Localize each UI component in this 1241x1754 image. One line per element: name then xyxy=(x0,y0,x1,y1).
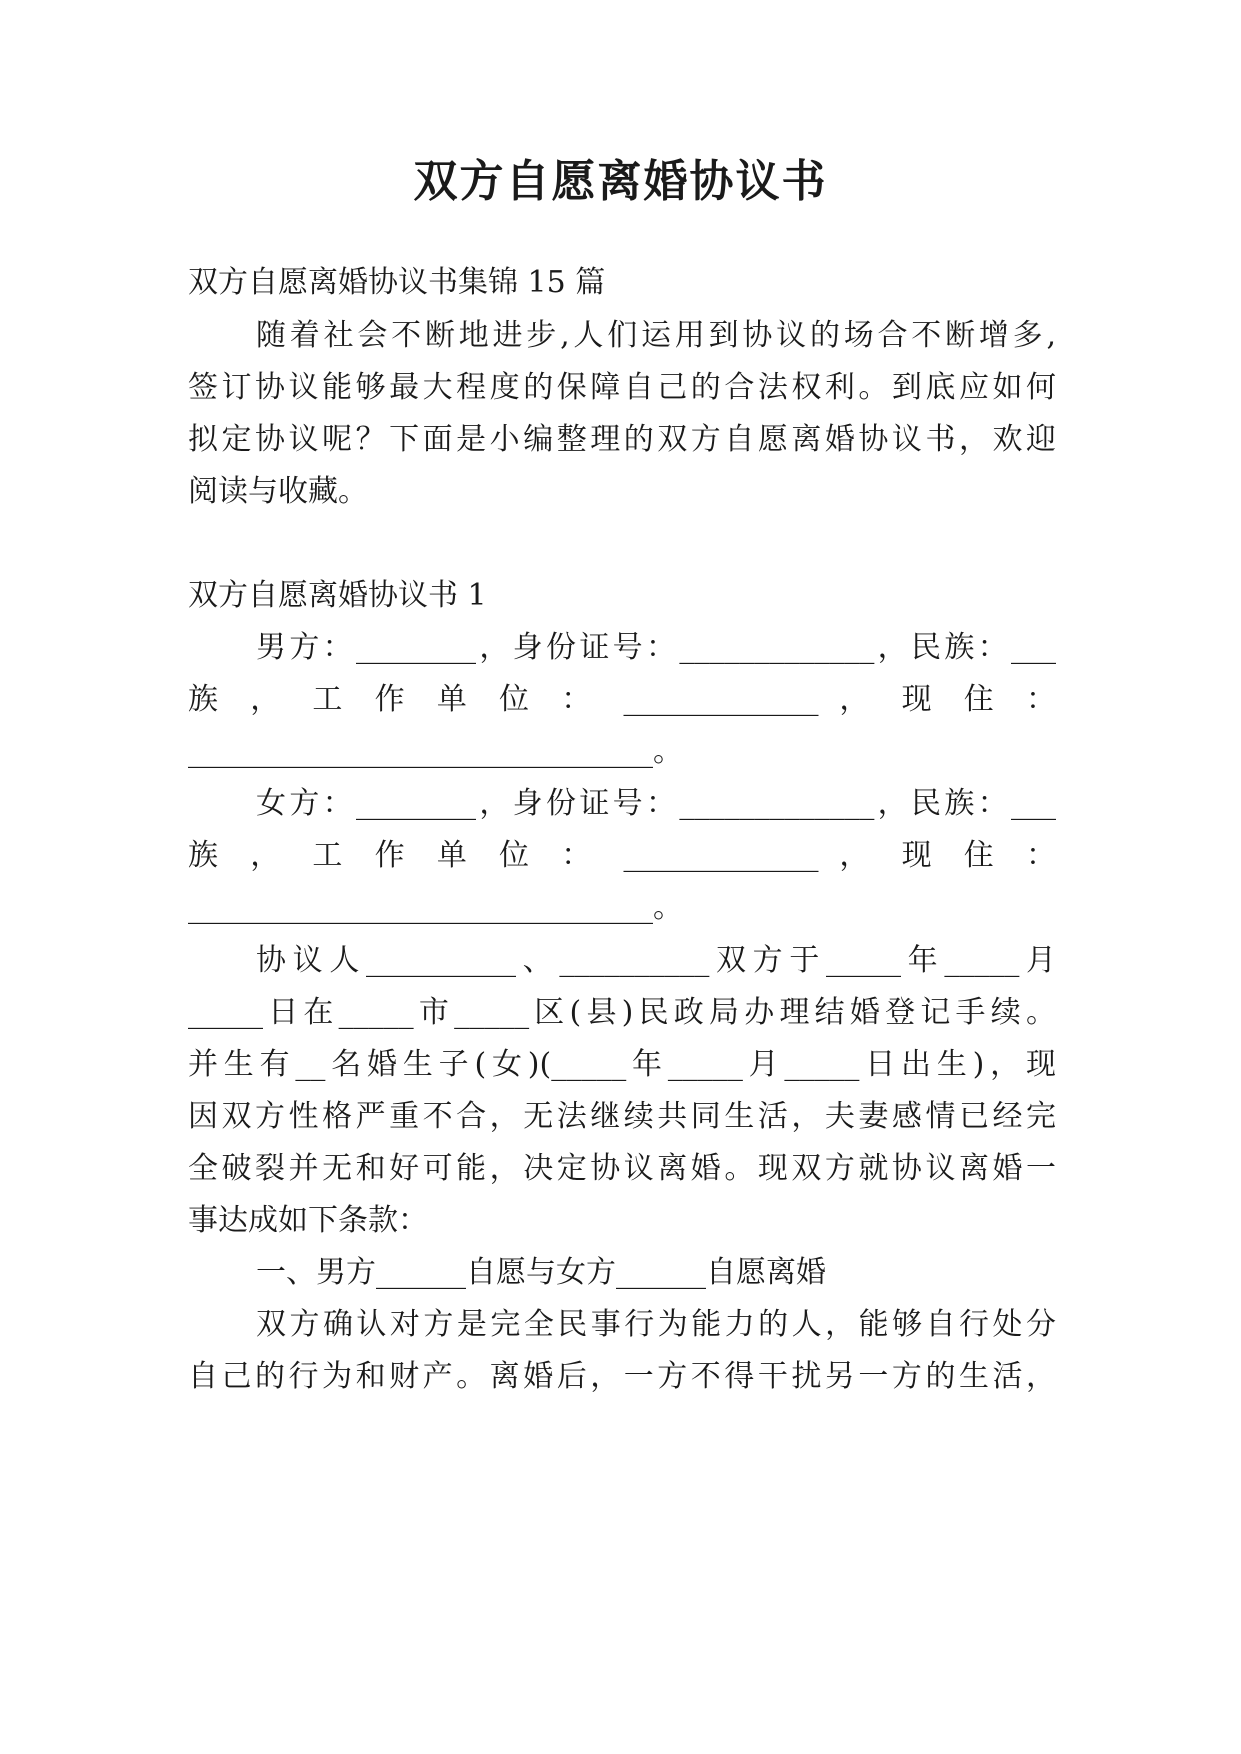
female-party-line-2: 族 ， 工 作 单 位 ： _____________ ， 现 住 ： xyxy=(188,838,1056,873)
agreement-line-2: _____日在_____市_____区(县)民政局办理结婚登记手续。 xyxy=(188,995,1056,1030)
male-party-line-3: _______________________________。 xyxy=(188,734,683,769)
intro-line-3: 拟定协议呢？下面是小编整理的双方自愿离婚协议书，欢迎 xyxy=(188,422,1056,457)
intro-line-2: 签订协议能够最大程度的保障自己的合法权利。到底应如何 xyxy=(188,370,1056,405)
intro-line-4: 阅读与收藏。 xyxy=(188,474,368,509)
clause-1-line-2: 自己的行为和财产。离婚后，一方不得干扰另一方的生活， xyxy=(188,1359,1056,1394)
female-party-line-1: 女方：________，身份证号：_____________，民族：___ xyxy=(256,786,1056,821)
section-heading-1: 双方自愿离婚协议书 1 xyxy=(188,578,487,613)
collection-heading: 双方自愿离婚协议书集锦 15 篇 xyxy=(188,265,606,300)
agreement-line-1: 协议人__________、__________双方于_____年_____月 xyxy=(256,943,1056,978)
agreement-line-6: 事达成如下条款： xyxy=(188,1203,428,1238)
agreement-line-5: 全破裂并无和好可能，决定协议离婚。现双方就协议离婚一 xyxy=(188,1151,1056,1186)
male-party-line-1: 男方：________，身份证号：_____________，民族：___ xyxy=(256,630,1056,665)
female-party-line-3: _______________________________。 xyxy=(188,890,683,925)
intro-line-1: 随着社会不断地进步,人们运用到协议的场合不断增多, xyxy=(256,318,1056,353)
document-title: 双方自愿离婚协议书 xyxy=(413,156,828,207)
male-party-line-2: 族 ， 工 作 单 位 ： _____________ ， 现 住 ： xyxy=(188,682,1056,717)
agreement-line-4: 因双方性格严重不合，无法继续共同生活，夫妻感情已经完 xyxy=(188,1099,1056,1134)
agreement-line-3: 并生有__名婚生子(女)(_____年_____月_____日出生)，现 xyxy=(188,1047,1056,1082)
clause-1-heading: 一、男方______自愿与女方______自愿离婚 xyxy=(256,1255,826,1290)
clause-1-line-1: 双方确认对方是完全民事行为能力的人，能够自行处分 xyxy=(256,1307,1056,1342)
